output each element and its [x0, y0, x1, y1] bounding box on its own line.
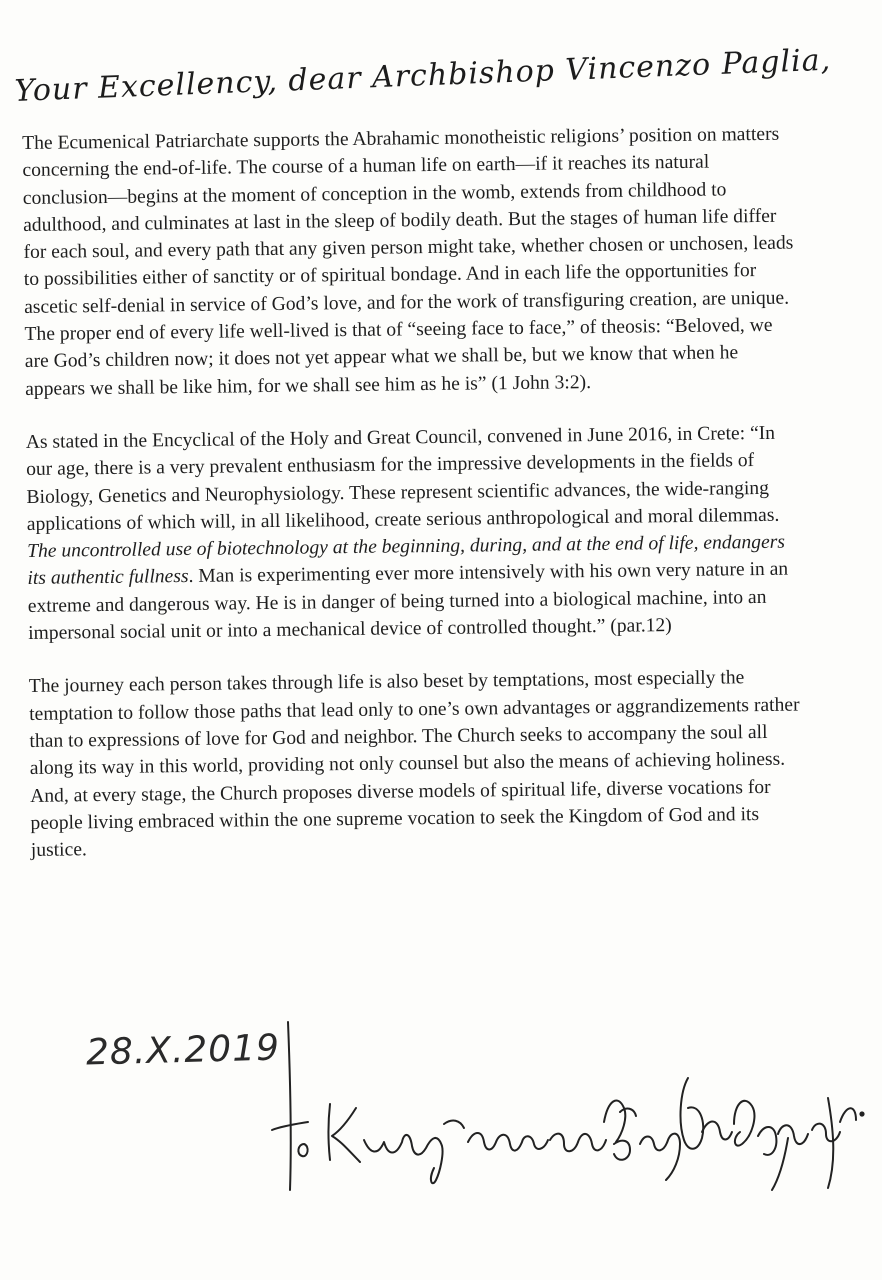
- handwritten-salutation: Your Excellency, dear Archbishop Vincenzo Paglia,: [14, 42, 832, 109]
- paragraph-1: The Ecumenical Patriarchate supports the Abrahamic monotheistic religions’ position on matters concerning the end-of-life. The course of a human life on earth—if it reaches its natural conclusion—begins at the moment of conception in the womb, extends from childhood to adulthood, and culminates at last in the sleep of bodily death. But the stages of human life differ for each soul, and every path that any given person might take, whether chosen or unchosen, leads to possibilities either of sanctity or of spiritual bondage. And in each life the opportunities for ascetic self-denial in service of God’s love, and for the work of transfiguring creation, are unique. The proper end of every life well-lived is that of “seeing face to face,” of theosis: “Beloved, we are God’s children now; it does not yet appear what we shall be, but we know that when he appears we shall be like him, for we shall see him as he is” (1 John 3:2).: [22, 123, 794, 400]
- letter-body: [22, 121, 807, 865]
- paragraph-2-italic-quote: The uncontrolled use of biotechnology at the beginning, during, and at the end of life, endangers its authentic fullness: [27, 531, 786, 590]
- handwritten-signature: [268, 1012, 868, 1202]
- paragraph-2-text-b: . Man is experimenting ever more intensively with his own very nature in an extreme and dangerous way. He is in danger of being turned into a biological machine, into an impersonal social unit or into a mechanical device of controlled thought.” (par.12): [27, 559, 789, 645]
- paragraph-2-text-a: As stated in the Encyclical of the Holy and Great Council, convened in June 2016, in Crete: “In our age, there is a very prevalent enthusiasm for the impressive developments in the fields of Biology, Genetics and Neurophysiology. These represent scientific advances, the wide-ranging applications of which will, in all likelihood, create serious anthropological and moral dilemmas.: [25, 422, 780, 535]
- handwritten-date: 28.X.2019: [85, 1027, 281, 1074]
- signature-drawing: [268, 1012, 868, 1202]
- paragraph-3: The journey each person takes through life is also beset by temptations, most especially the temptation to follow those paths that lead only to one’s own advantages or aggrandizements rather than to expressions of love for God and neighbor. The Church seeks to accompany the soul all along its way in this world, providing not only counsel but also the means of achieving holiness. And, at every stage, the Church proposes diverse models of spiritual life, diverse vocations for people living embraced within the one supreme vocation to seek the Kingdom of God and its justice.: [28, 667, 800, 862]
- paragraph-2: [26, 419, 805, 647]
